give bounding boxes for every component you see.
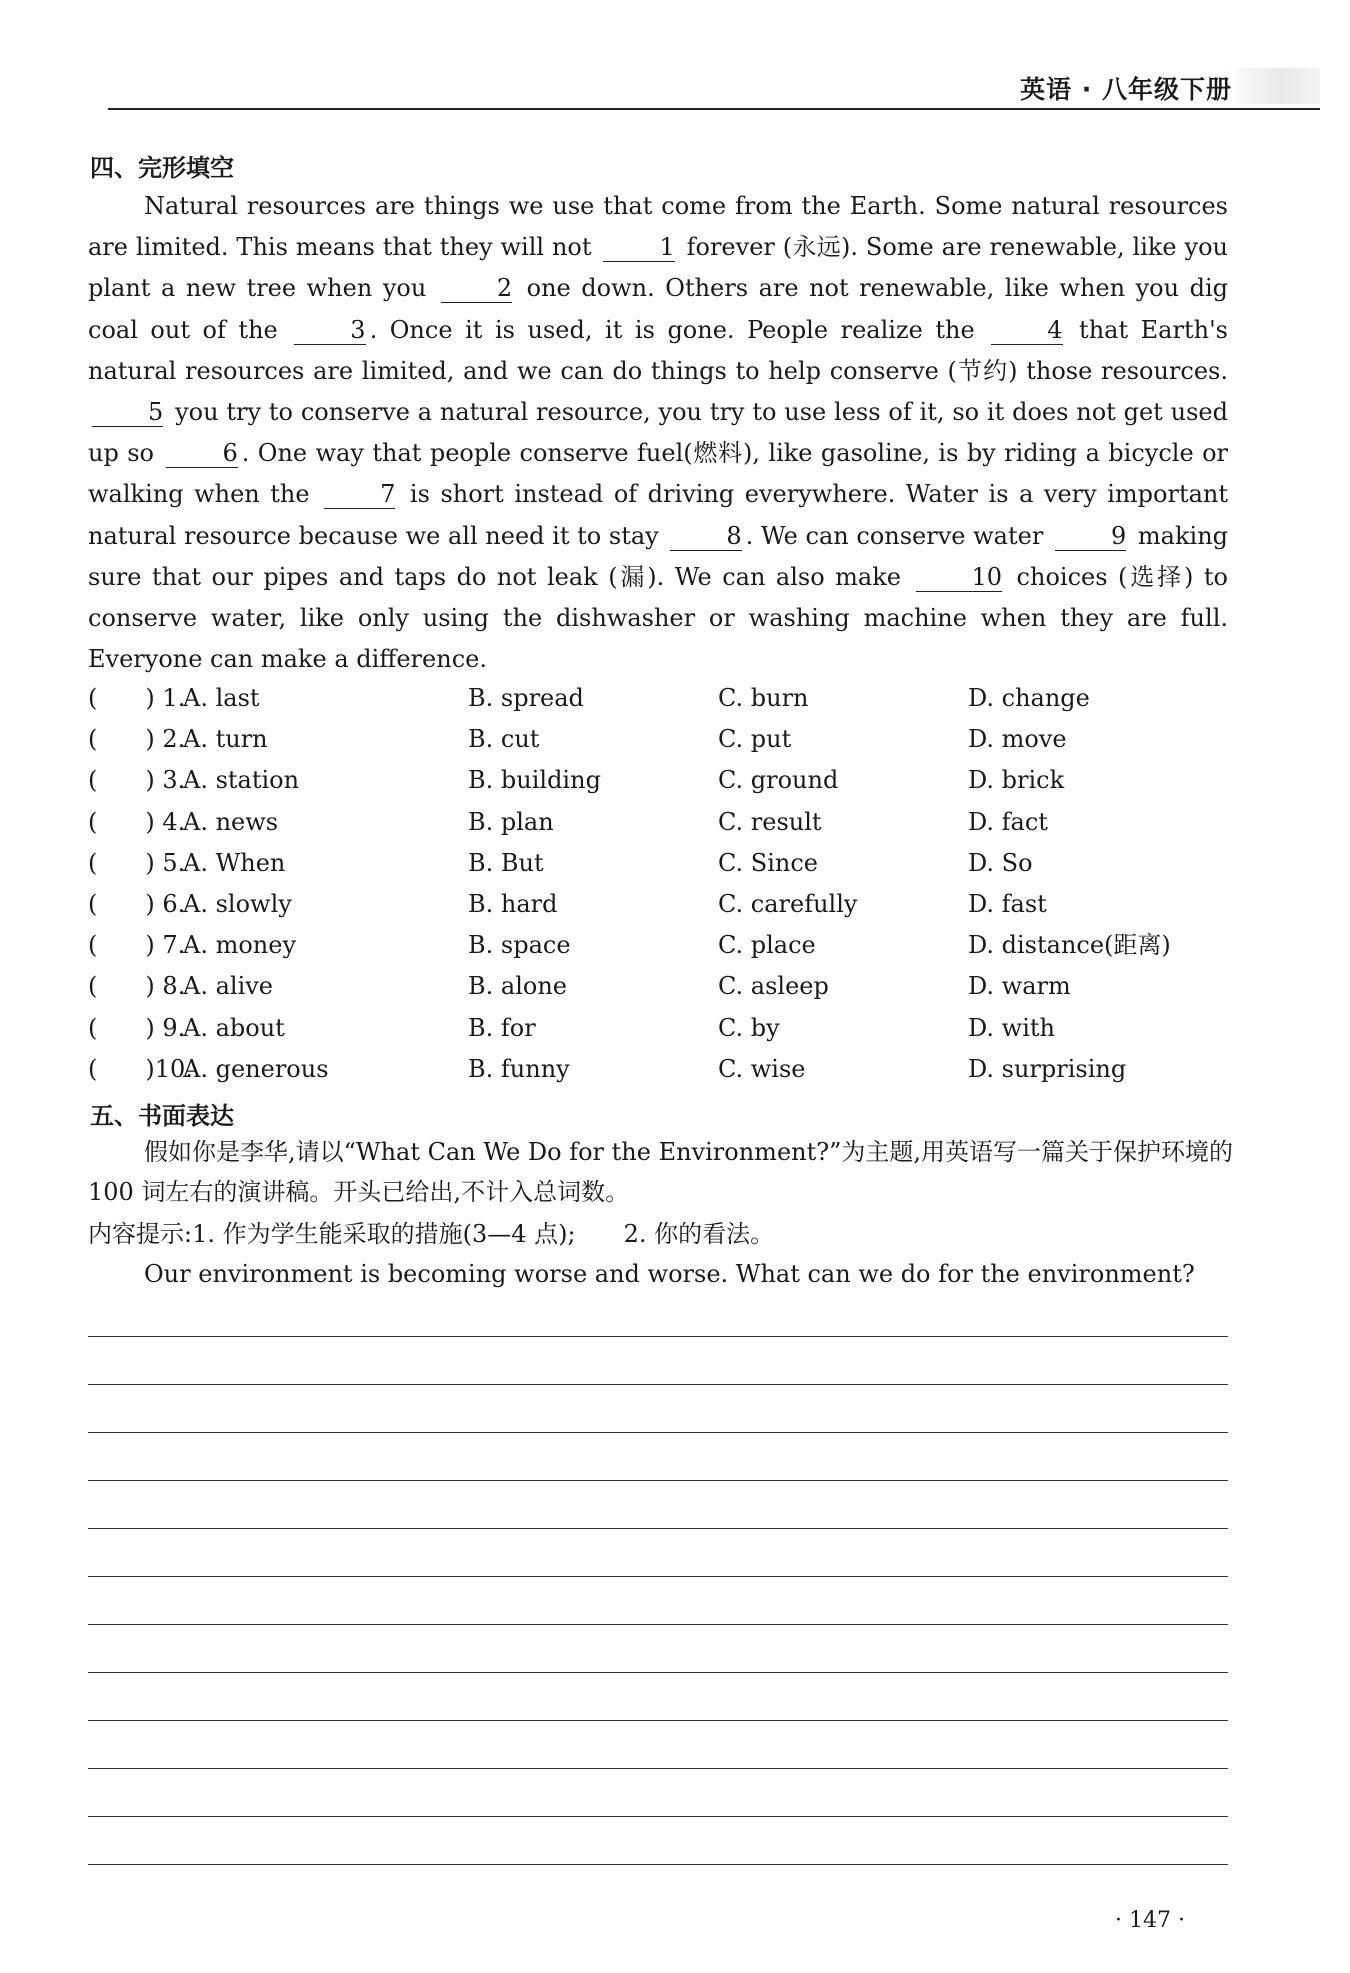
option-d: D. warm: [968, 972, 1071, 1001]
option-b: B. alone: [468, 972, 567, 1001]
option-b: B. space: [468, 931, 571, 960]
option-d: D. move: [968, 725, 1067, 754]
blank-7: 7: [324, 480, 395, 509]
option-b: B. plan: [468, 807, 554, 836]
section-5-heading: 五、书面表达: [90, 1102, 234, 1130]
answer-slot[interactable]: ( ) 7.: [88, 931, 186, 960]
option-d: D. change: [968, 684, 1090, 712]
answer-slot[interactable]: ( ) 8.: [88, 972, 186, 1001]
option-c: C. ground: [718, 766, 839, 795]
answer-slot[interactable]: ( ) 1.: [88, 684, 186, 712]
writing-line[interactable]: [88, 1672, 1228, 1673]
option-c: C. carefully: [718, 889, 858, 918]
writing-line[interactable]: [88, 1720, 1228, 1721]
header-divider: [108, 108, 1320, 110]
option-c: C. wise: [718, 1054, 806, 1083]
passage-text: . One way that people conserve fuel(燃料), like gasoline, is by riding a bicycle or walking when the: [88, 439, 1229, 509]
question-row: [88, 678, 1248, 719]
option-a: A. turn: [183, 725, 268, 754]
option-c: C. place: [718, 931, 816, 960]
option-b: B. But: [468, 848, 544, 877]
answer-options: [88, 678, 1248, 1090]
answer-slot[interactable]: ( ) 9.: [88, 1013, 186, 1042]
writing-line[interactable]: [88, 1480, 1228, 1481]
blank-9: 9: [1055, 522, 1126, 551]
answer-slot[interactable]: ( ) 4.: [88, 807, 186, 836]
passage-paragraph: [88, 186, 1228, 680]
passage-text: forever (永远). Some are renewable, like you plant a new tree when you: [88, 233, 1228, 303]
writing-line[interactable]: [88, 1624, 1228, 1625]
option-c: C. asleep: [718, 972, 829, 1001]
option-a: A. last: [183, 684, 260, 712]
page-header-title: 英语 · 八年级下册: [1020, 75, 1232, 104]
option-b: B. cut: [468, 725, 540, 754]
blank-5: 5: [92, 398, 163, 427]
answer-slot[interactable]: ( ) 5.: [88, 848, 186, 877]
option-a: A. alive: [183, 972, 274, 1001]
option-d: D. surprising: [968, 1054, 1127, 1083]
writing-line[interactable]: [88, 1528, 1228, 1529]
question-row: [88, 719, 1248, 760]
writing-line[interactable]: [88, 1768, 1228, 1769]
option-d: D. fast: [968, 889, 1047, 918]
answer-slot[interactable]: ( ) 3.: [88, 766, 186, 795]
option-b: B. for: [468, 1013, 536, 1042]
passage-text: Natural resources are things we use that come from the Earth. Some natural resources are limited. This means that they will not: [88, 192, 1228, 262]
question-row: [88, 760, 1248, 801]
section-4-heading: 四、完形填空: [90, 154, 234, 182]
answer-slot[interactable]: ( ) 6.: [88, 889, 186, 918]
question-row: [88, 1049, 1248, 1090]
option-a: A. about: [183, 1013, 285, 1042]
writing-line[interactable]: [88, 1432, 1228, 1433]
option-c: C. result: [718, 807, 822, 836]
blank-6: 6: [166, 439, 237, 468]
writing-line[interactable]: [88, 1576, 1228, 1577]
passage-text: choices (选择) to conserve water, like only using the dishwasher or washing machine when they are full. Everyone can make a difference.: [88, 562, 1228, 674]
passage-text: that Earth's natural resources are limited, and we can do things to help conserve (节约) those resources.: [88, 315, 1228, 385]
blank-8: 8: [670, 522, 741, 551]
option-d: D. So: [968, 848, 1033, 877]
cloze-passage: [88, 186, 1228, 680]
question-row: [88, 925, 1248, 966]
writing-line[interactable]: [88, 1864, 1228, 1865]
option-a: A. news: [183, 807, 279, 836]
option-d: D. brick: [968, 766, 1065, 795]
blank-3: 3: [294, 316, 365, 345]
option-a: A. When: [183, 848, 286, 877]
option-d: D. with: [968, 1013, 1055, 1042]
writing-instruction: 假如你是李华,请以“What Can We Do for the Environment?”为主题,用英语写一篇关于保护环境的 100 词左右的演讲稿。开头已给出,不计入总词数。: [88, 1138, 1234, 1206]
blank-2: 2: [441, 274, 512, 303]
content-hints: 内容提示:1. 作为学生能采取的措施(3—4 点); 2. 你的看法。: [88, 1220, 775, 1248]
passage-text: . We can conserve water: [745, 521, 1051, 550]
passage-text: is short instead of driving everywhere. Water is a very important natural resource because we all need it to stay: [88, 480, 1229, 550]
option-c: C. by: [718, 1013, 780, 1042]
page-number: · 147 ·: [1115, 1908, 1185, 1933]
option-b: B. building: [468, 766, 601, 795]
writing-line[interactable]: [88, 1816, 1228, 1817]
passage-text: . Once it is used, it is gone. People realize the: [369, 315, 988, 344]
option-a: A. money: [183, 931, 297, 960]
passage-text: you try to conserve a natural resource, you try to use less of it, so it does not get used up so: [88, 398, 1228, 468]
option-a: A. station: [183, 766, 300, 795]
question-row: [88, 843, 1248, 884]
blank-1: 1: [603, 233, 674, 262]
option-c: C. Since: [718, 848, 818, 877]
question-row: [88, 884, 1248, 925]
passage-text: making sure that our pipes and taps do not leak (漏). We can also make: [88, 521, 1229, 591]
essay-opening: Our environment is becoming worse and worse. What can we do for the environment?: [144, 1260, 1195, 1288]
answer-slot[interactable]: ( ) 2.: [88, 725, 186, 754]
option-b: B. spread: [468, 684, 584, 712]
option-c: C. burn: [718, 684, 809, 712]
option-b: B. hard: [468, 889, 558, 918]
question-row: [88, 966, 1248, 1007]
header-shade: [1225, 68, 1320, 104]
option-d: D. fact: [968, 807, 1048, 836]
option-c: C. put: [718, 725, 792, 754]
writing-line[interactable]: [88, 1384, 1228, 1385]
blank-10: 10: [916, 563, 1003, 592]
option-d: D. distance(距离): [968, 931, 1171, 960]
option-b: B. funny: [468, 1054, 570, 1083]
option-a: A. slowly: [183, 889, 292, 918]
option-a: A. generous: [183, 1054, 329, 1083]
question-row: [88, 802, 1248, 843]
writing-line[interactable]: [88, 1336, 1228, 1337]
blank-4: 4: [991, 316, 1062, 345]
question-row: [88, 1008, 1248, 1049]
answer-slot[interactable]: ( )10.: [88, 1054, 193, 1083]
passage-text: one down. Others are not renewable, like when you dig coal out of the: [88, 274, 1228, 344]
